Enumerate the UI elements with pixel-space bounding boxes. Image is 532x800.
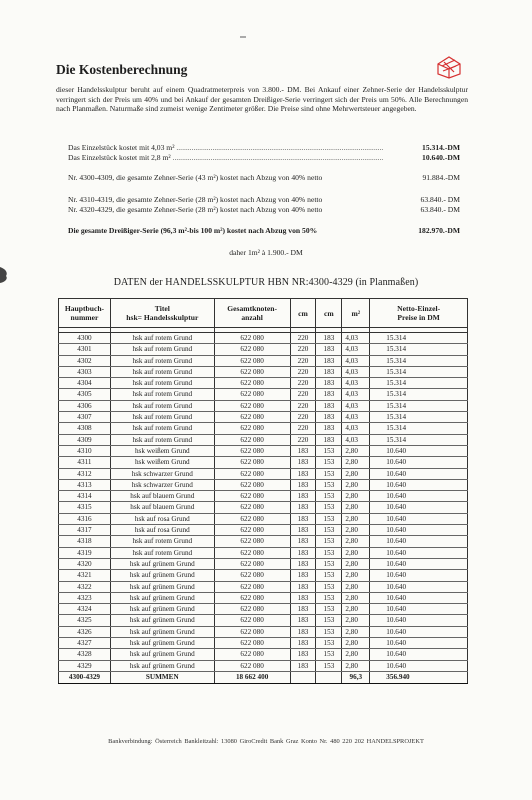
cell-price: 10.640 [370, 626, 468, 637]
cell-knots: 622 080 [214, 660, 290, 671]
cell-height: 153 [316, 468, 342, 479]
cell-number: 4326 [59, 626, 111, 637]
cell-number: 4319 [59, 547, 111, 558]
cell-number: 4313 [59, 479, 111, 490]
cell-area: 2,80 [342, 570, 370, 581]
cell-knots: 622 080 [214, 592, 290, 603]
cell-title: hsk auf rosa Grund [110, 525, 214, 536]
cell-title: hsk auf grünem Grund [110, 615, 214, 626]
cell-knots: 622 080 [214, 638, 290, 649]
cell-area: 2,80 [342, 558, 370, 569]
cell-price: 10.640 [370, 513, 468, 524]
col-header-price: Netto-Einzel- Preise in DM [370, 299, 468, 328]
cell-width: 220 [290, 344, 316, 355]
col-header-knots: Gesamtknoten- anzahl [214, 299, 290, 328]
cell-knots: 622 080 [214, 649, 290, 660]
cell-width: 183 [290, 502, 316, 513]
cell-price: 15.314 [370, 434, 468, 445]
cell-price: 10.640 [370, 547, 468, 558]
data-table-title: DATEN der HANDELSSKULPTUR HBN NR:4300-4329 (in Planmaßen) [113, 277, 419, 288]
cell-width: 183 [290, 626, 316, 637]
cell-price: 10.640 [370, 649, 468, 660]
table-row [59, 513, 468, 524]
cell-area: 2,80 [342, 649, 370, 660]
cell-width: 220 [290, 333, 316, 344]
cell-number: 4309 [59, 434, 111, 445]
col-header-width: cm [290, 299, 316, 328]
cell-area: 4,03 [342, 412, 370, 423]
page-title: Die Kostenberechnung [56, 62, 188, 77]
cell-height: 153 [316, 570, 342, 581]
cell-area: 2,80 [342, 479, 370, 490]
cell-knots: 622 080 [214, 604, 290, 615]
cell-width: 183 [290, 445, 316, 456]
cell-height: 183 [316, 389, 342, 400]
price-value: 91.884.-DM [422, 173, 460, 182]
cell-title: hsk auf rotem Grund [110, 366, 214, 377]
cell-height: 153 [316, 558, 342, 569]
cell-width: 183 [290, 525, 316, 536]
sum-cell-width [290, 671, 316, 683]
table-row [59, 581, 468, 592]
cell-price: 15.314 [370, 423, 468, 434]
cell-width: 220 [290, 434, 316, 445]
cell-number: 4324 [59, 604, 111, 615]
cell-number: 4316 [59, 513, 111, 524]
cell-title: hsk auf grünem Grund [110, 660, 214, 671]
price-line-single-1: Das Einzelstück kostet mit 4,03 m² ............................................................................................................. 15.314.-DM [68, 143, 460, 152]
cell-title: hsk auf rotem Grund [110, 333, 214, 344]
cell-width: 183 [290, 581, 316, 592]
table-row [59, 423, 468, 434]
price-line-series-3: Nr. 4320-4329, die gesamte Zehner-Serie (28 m²) kostet nach Abzug von 40% netto 63.840.- DM [68, 205, 460, 214]
table-row [59, 333, 468, 344]
cell-number: 4323 [59, 592, 111, 603]
cell-height: 183 [316, 423, 342, 434]
price-value: 182.970.-DM [418, 226, 460, 235]
cell-height: 183 [316, 434, 342, 445]
bank-details-footer: Bankverbindung: Österreich Bankleitzahl: 13080 GiroCredit Bank Graz Konto Nr. 480 220 202 HANDELSPROJEKT [108, 738, 424, 745]
intro-paragraph: dieser Handelsskulptur beruht auf einem Quadratmeterpreis von 3.800.- DM. Bei Ankauf einer Zehner-Serie der Handelsskulptur verringert sich der Preis um 40% und bei Ankauf der gesamten Dreißiger-Serie verringert sich der Preis um 50%. Alle Berechnungen nach Planmaßen. Naturmaße sind zumeist wenige Zentimeter größer. Die Preise sind ohne Mehrwertsteuer angegeben. [56, 85, 468, 114]
cell-price: 15.314 [370, 344, 468, 355]
cell-area: 2,80 [342, 513, 370, 524]
cell-width: 183 [290, 536, 316, 547]
cell-width: 183 [290, 547, 316, 558]
cell-knots: 622 080 [214, 513, 290, 524]
cell-knots: 622 080 [214, 434, 290, 445]
cell-title: hsk auf rotem Grund [110, 344, 214, 355]
table-row [59, 389, 468, 400]
cell-number: 4317 [59, 525, 111, 536]
cell-price: 10.640 [370, 525, 468, 536]
price-line-series-2: Nr. 4310-4319, die gesamte Zehner-Serie (28 m²) kostet nach Abzug von 40% netto 63.840.- DM [68, 195, 460, 204]
table-row [59, 355, 468, 366]
cell-number: 4310 [59, 445, 111, 456]
cell-price: 15.314 [370, 333, 468, 344]
cell-knots: 622 080 [214, 457, 290, 468]
cell-price: 10.640 [370, 604, 468, 615]
cell-width: 183 [290, 660, 316, 671]
cell-knots: 622 080 [214, 525, 290, 536]
table-row [59, 525, 468, 536]
table-row [59, 434, 468, 445]
cell-price: 10.640 [370, 660, 468, 671]
cell-width: 183 [290, 479, 316, 490]
cell-width: 183 [290, 638, 316, 649]
cell-number: 4318 [59, 536, 111, 547]
sum-cell-title: SUMMEN [110, 671, 214, 683]
cell-title: hsk auf rotem Grund [110, 423, 214, 434]
cell-title: hsk auf grünem Grund [110, 649, 214, 660]
cell-area: 2,80 [342, 457, 370, 468]
cell-knots: 622 080 [214, 581, 290, 592]
cell-knots: 622 080 [214, 547, 290, 558]
cell-area: 4,03 [342, 355, 370, 366]
cell-area: 2,80 [342, 502, 370, 513]
cell-number: 4328 [59, 649, 111, 660]
cell-knots: 622 080 [214, 412, 290, 423]
table-row [59, 660, 468, 671]
table-row [59, 491, 468, 502]
cell-area: 2,80 [342, 660, 370, 671]
cell-width: 183 [290, 570, 316, 581]
cell-height: 183 [316, 333, 342, 344]
cell-width: 183 [290, 615, 316, 626]
table-row [59, 468, 468, 479]
cell-price: 10.640 [370, 468, 468, 479]
cell-price: 10.640 [370, 445, 468, 456]
cell-height: 183 [316, 378, 342, 389]
cell-number: 4308 [59, 423, 111, 434]
cell-height: 153 [316, 604, 342, 615]
cell-price: 10.640 [370, 491, 468, 502]
cell-title: hsk weißem Grund [110, 445, 214, 456]
cell-width: 183 [290, 491, 316, 502]
cell-width: 183 [290, 604, 316, 615]
cell-area: 4,03 [342, 333, 370, 344]
cell-title: hsk auf rotem Grund [110, 434, 214, 445]
cell-number: 4301 [59, 344, 111, 355]
sum-cell-price: 356.940 [370, 671, 468, 683]
cell-number: 4327 [59, 638, 111, 649]
cell-number: 4305 [59, 389, 111, 400]
table-row [59, 400, 468, 411]
cell-price: 15.314 [370, 412, 468, 423]
cell-title: hsk auf rotem Grund [110, 378, 214, 389]
cell-area: 4,03 [342, 389, 370, 400]
cell-width: 183 [290, 558, 316, 569]
cell-area: 2,80 [342, 626, 370, 637]
cell-area: 2,80 [342, 547, 370, 558]
table-row [59, 615, 468, 626]
cell-area: 2,80 [342, 615, 370, 626]
cell-title: hsk auf grünem Grund [110, 558, 214, 569]
table-row [59, 592, 468, 603]
cell-width: 183 [290, 468, 316, 479]
cell-height: 183 [316, 366, 342, 377]
cell-number: 4322 [59, 581, 111, 592]
cell-area: 4,03 [342, 366, 370, 377]
col-header-number: Hauptbuch- nummer [59, 299, 111, 328]
cell-height: 153 [316, 615, 342, 626]
table-row [59, 604, 468, 615]
col-header-title: Titel hsk= Handelsskulptur [110, 299, 214, 328]
cell-title: hsk auf rosa Grund [110, 513, 214, 524]
cell-area: 4,03 [342, 378, 370, 389]
price-value: 63.840.- DM [420, 195, 460, 204]
cell-title: hsk auf rotem Grund [110, 547, 214, 558]
cell-number: 4325 [59, 615, 111, 626]
cell-height: 153 [316, 502, 342, 513]
cell-width: 220 [290, 400, 316, 411]
cell-title: hsk auf blauem Grund [110, 491, 214, 502]
cell-title: hsk auf grünem Grund [110, 570, 214, 581]
cell-price: 10.640 [370, 457, 468, 468]
cell-title: hsk auf rotem Grund [110, 536, 214, 547]
cell-area: 4,03 [342, 344, 370, 355]
cell-price: 15.314 [370, 378, 468, 389]
cell-knots: 622 080 [214, 570, 290, 581]
cell-title: hsk auf grünem Grund [110, 592, 214, 603]
sum-cell-knots: 18 662 400 [214, 671, 290, 683]
cell-price: 10.640 [370, 592, 468, 603]
cell-width: 220 [290, 366, 316, 377]
table-row [59, 412, 468, 423]
cell-number: 4311 [59, 457, 111, 468]
cell-knots: 622 080 [214, 423, 290, 434]
cell-title: hsk auf grünem Grund [110, 581, 214, 592]
table-row [59, 479, 468, 490]
cell-width: 220 [290, 389, 316, 400]
cell-title: hsk schwarzer Grund [110, 479, 214, 490]
cell-number: 4300 [59, 333, 111, 344]
cell-title: hsk auf grünem Grund [110, 638, 214, 649]
cell-width: 220 [290, 412, 316, 423]
table-header-row [59, 299, 468, 328]
cell-price: 10.640 [370, 479, 468, 490]
cell-knots: 622 080 [214, 366, 290, 377]
cell-height: 153 [316, 491, 342, 502]
cell-area: 4,03 [342, 423, 370, 434]
cell-knots: 622 080 [214, 536, 290, 547]
cell-height: 153 [316, 457, 342, 468]
cell-price: 15.314 [370, 389, 468, 400]
table-row [59, 649, 468, 660]
cell-title: hsk auf rotem Grund [110, 412, 214, 423]
cell-knots: 622 080 [214, 626, 290, 637]
cell-price: 10.640 [370, 536, 468, 547]
cell-area: 4,03 [342, 400, 370, 411]
cell-number: 4314 [59, 491, 111, 502]
cell-height: 153 [316, 581, 342, 592]
cell-knots: 622 080 [214, 491, 290, 502]
table-row [59, 378, 468, 389]
cell-number: 4302 [59, 355, 111, 366]
cell-width: 220 [290, 378, 316, 389]
sum-cell-area: 96,3 [342, 671, 370, 683]
table-sum-row [59, 671, 468, 683]
table-row [59, 547, 468, 558]
cell-height: 153 [316, 536, 342, 547]
cell-knots: 622 080 [214, 615, 290, 626]
sculpture-data-table [58, 298, 468, 684]
table-row [59, 457, 468, 468]
cell-area: 2,80 [342, 491, 370, 502]
cell-knots: 622 080 [214, 502, 290, 513]
table-row [59, 570, 468, 581]
cell-area: 2,80 [342, 581, 370, 592]
cell-number: 4307 [59, 412, 111, 423]
cell-height: 153 [316, 525, 342, 536]
cell-knots: 622 080 [214, 468, 290, 479]
cell-knots: 622 080 [214, 400, 290, 411]
cell-width: 183 [290, 592, 316, 603]
cell-height: 183 [316, 412, 342, 423]
cell-knots: 622 080 [214, 445, 290, 456]
cell-area: 2,80 [342, 445, 370, 456]
cell-number: 4304 [59, 378, 111, 389]
cell-area: 4,03 [342, 434, 370, 445]
cell-title: hsk schwarzer Grund [110, 468, 214, 479]
cell-number: 4321 [59, 570, 111, 581]
cell-area: 2,80 [342, 525, 370, 536]
cell-price: 15.314 [370, 366, 468, 377]
cell-number: 4315 [59, 502, 111, 513]
cell-title: hsk auf rotem Grund [110, 389, 214, 400]
cell-knots: 622 080 [214, 355, 290, 366]
cell-number: 4320 [59, 558, 111, 569]
table-row [59, 536, 468, 547]
table-row [59, 445, 468, 456]
cell-height: 183 [316, 355, 342, 366]
cell-price: 10.640 [370, 558, 468, 569]
price-value: 10.640.-DM [422, 153, 460, 162]
cell-price: 10.640 [370, 581, 468, 592]
table-row [59, 638, 468, 649]
cell-price: 10.640 [370, 570, 468, 581]
cell-area: 2,80 [342, 638, 370, 649]
cell-title: hsk auf rotem Grund [110, 355, 214, 366]
cell-area: 2,80 [342, 592, 370, 603]
cell-area: 2,80 [342, 604, 370, 615]
cell-knots: 622 080 [214, 479, 290, 490]
sum-cell-height [316, 671, 342, 683]
cell-height: 153 [316, 592, 342, 603]
cell-height: 153 [316, 547, 342, 558]
cell-number: 4312 [59, 468, 111, 479]
table-row [59, 366, 468, 377]
table-row [59, 558, 468, 569]
cell-knots: 622 080 [214, 344, 290, 355]
cell-width: 220 [290, 423, 316, 434]
cell-width: 183 [290, 457, 316, 468]
cell-knots: 622 080 [214, 558, 290, 569]
cell-width: 220 [290, 355, 316, 366]
cell-knots: 622 080 [214, 389, 290, 400]
cell-height: 153 [316, 513, 342, 524]
sum-cell-number: 4300-4329 [59, 671, 111, 683]
scan-mark [240, 36, 246, 38]
cell-width: 183 [290, 649, 316, 660]
table-row [59, 344, 468, 355]
cell-price: 15.314 [370, 355, 468, 366]
cell-knots: 622 080 [214, 333, 290, 344]
cell-title: hsk auf rotem Grund [110, 400, 214, 411]
col-header-area: m² [342, 299, 370, 328]
col-header-height: cm [316, 299, 342, 328]
price-line-total: Die gesamte Dreißiger-Serie (96,3 m²-bis 100 m²) kostet nach Abzug von 50% 182.970.-DM [68, 226, 460, 235]
cell-price: 10.640 [370, 638, 468, 649]
table-row [59, 626, 468, 637]
cell-knots: 622 080 [214, 378, 290, 389]
cell-height: 153 [316, 479, 342, 490]
cell-price: 10.640 [370, 615, 468, 626]
cell-number: 4329 [59, 660, 111, 671]
cell-price: 15.314 [370, 400, 468, 411]
cell-height: 153 [316, 660, 342, 671]
cell-height: 153 [316, 626, 342, 637]
price-value: 63.840.- DM [420, 205, 460, 214]
cell-title: hsk weißem Grund [110, 457, 214, 468]
cell-area: 2,80 [342, 536, 370, 547]
cell-price: 10.640 [370, 502, 468, 513]
cell-height: 153 [316, 638, 342, 649]
cell-width: 183 [290, 513, 316, 524]
cell-area: 2,80 [342, 468, 370, 479]
cell-number: 4306 [59, 400, 111, 411]
table-row [59, 502, 468, 513]
price-line-single-2: Das Einzelstück kostet mit 2,8 m² ............................................................................................................... 10.640.-DM [68, 153, 460, 162]
handelsprojekt-logo-icon [434, 54, 464, 80]
cell-title: hsk auf grünem Grund [110, 604, 214, 615]
price-per-sqm: daher 1m² à 1.900.- DM [229, 248, 303, 257]
cell-height: 153 [316, 649, 342, 660]
price-line-series-1: Nr. 4300-4309, die gesamte Zehner-Serie (43 m²) kostet nach Abzug von 40% netto 91.884.-DM [68, 173, 460, 182]
cell-number: 4303 [59, 366, 111, 377]
cell-title: hsk auf grünem Grund [110, 626, 214, 637]
price-value: 15.314.-DM [422, 143, 460, 152]
cell-height: 183 [316, 400, 342, 411]
cell-title: hsk auf blauem Grund [110, 502, 214, 513]
cell-height: 153 [316, 445, 342, 456]
cell-height: 183 [316, 344, 342, 355]
